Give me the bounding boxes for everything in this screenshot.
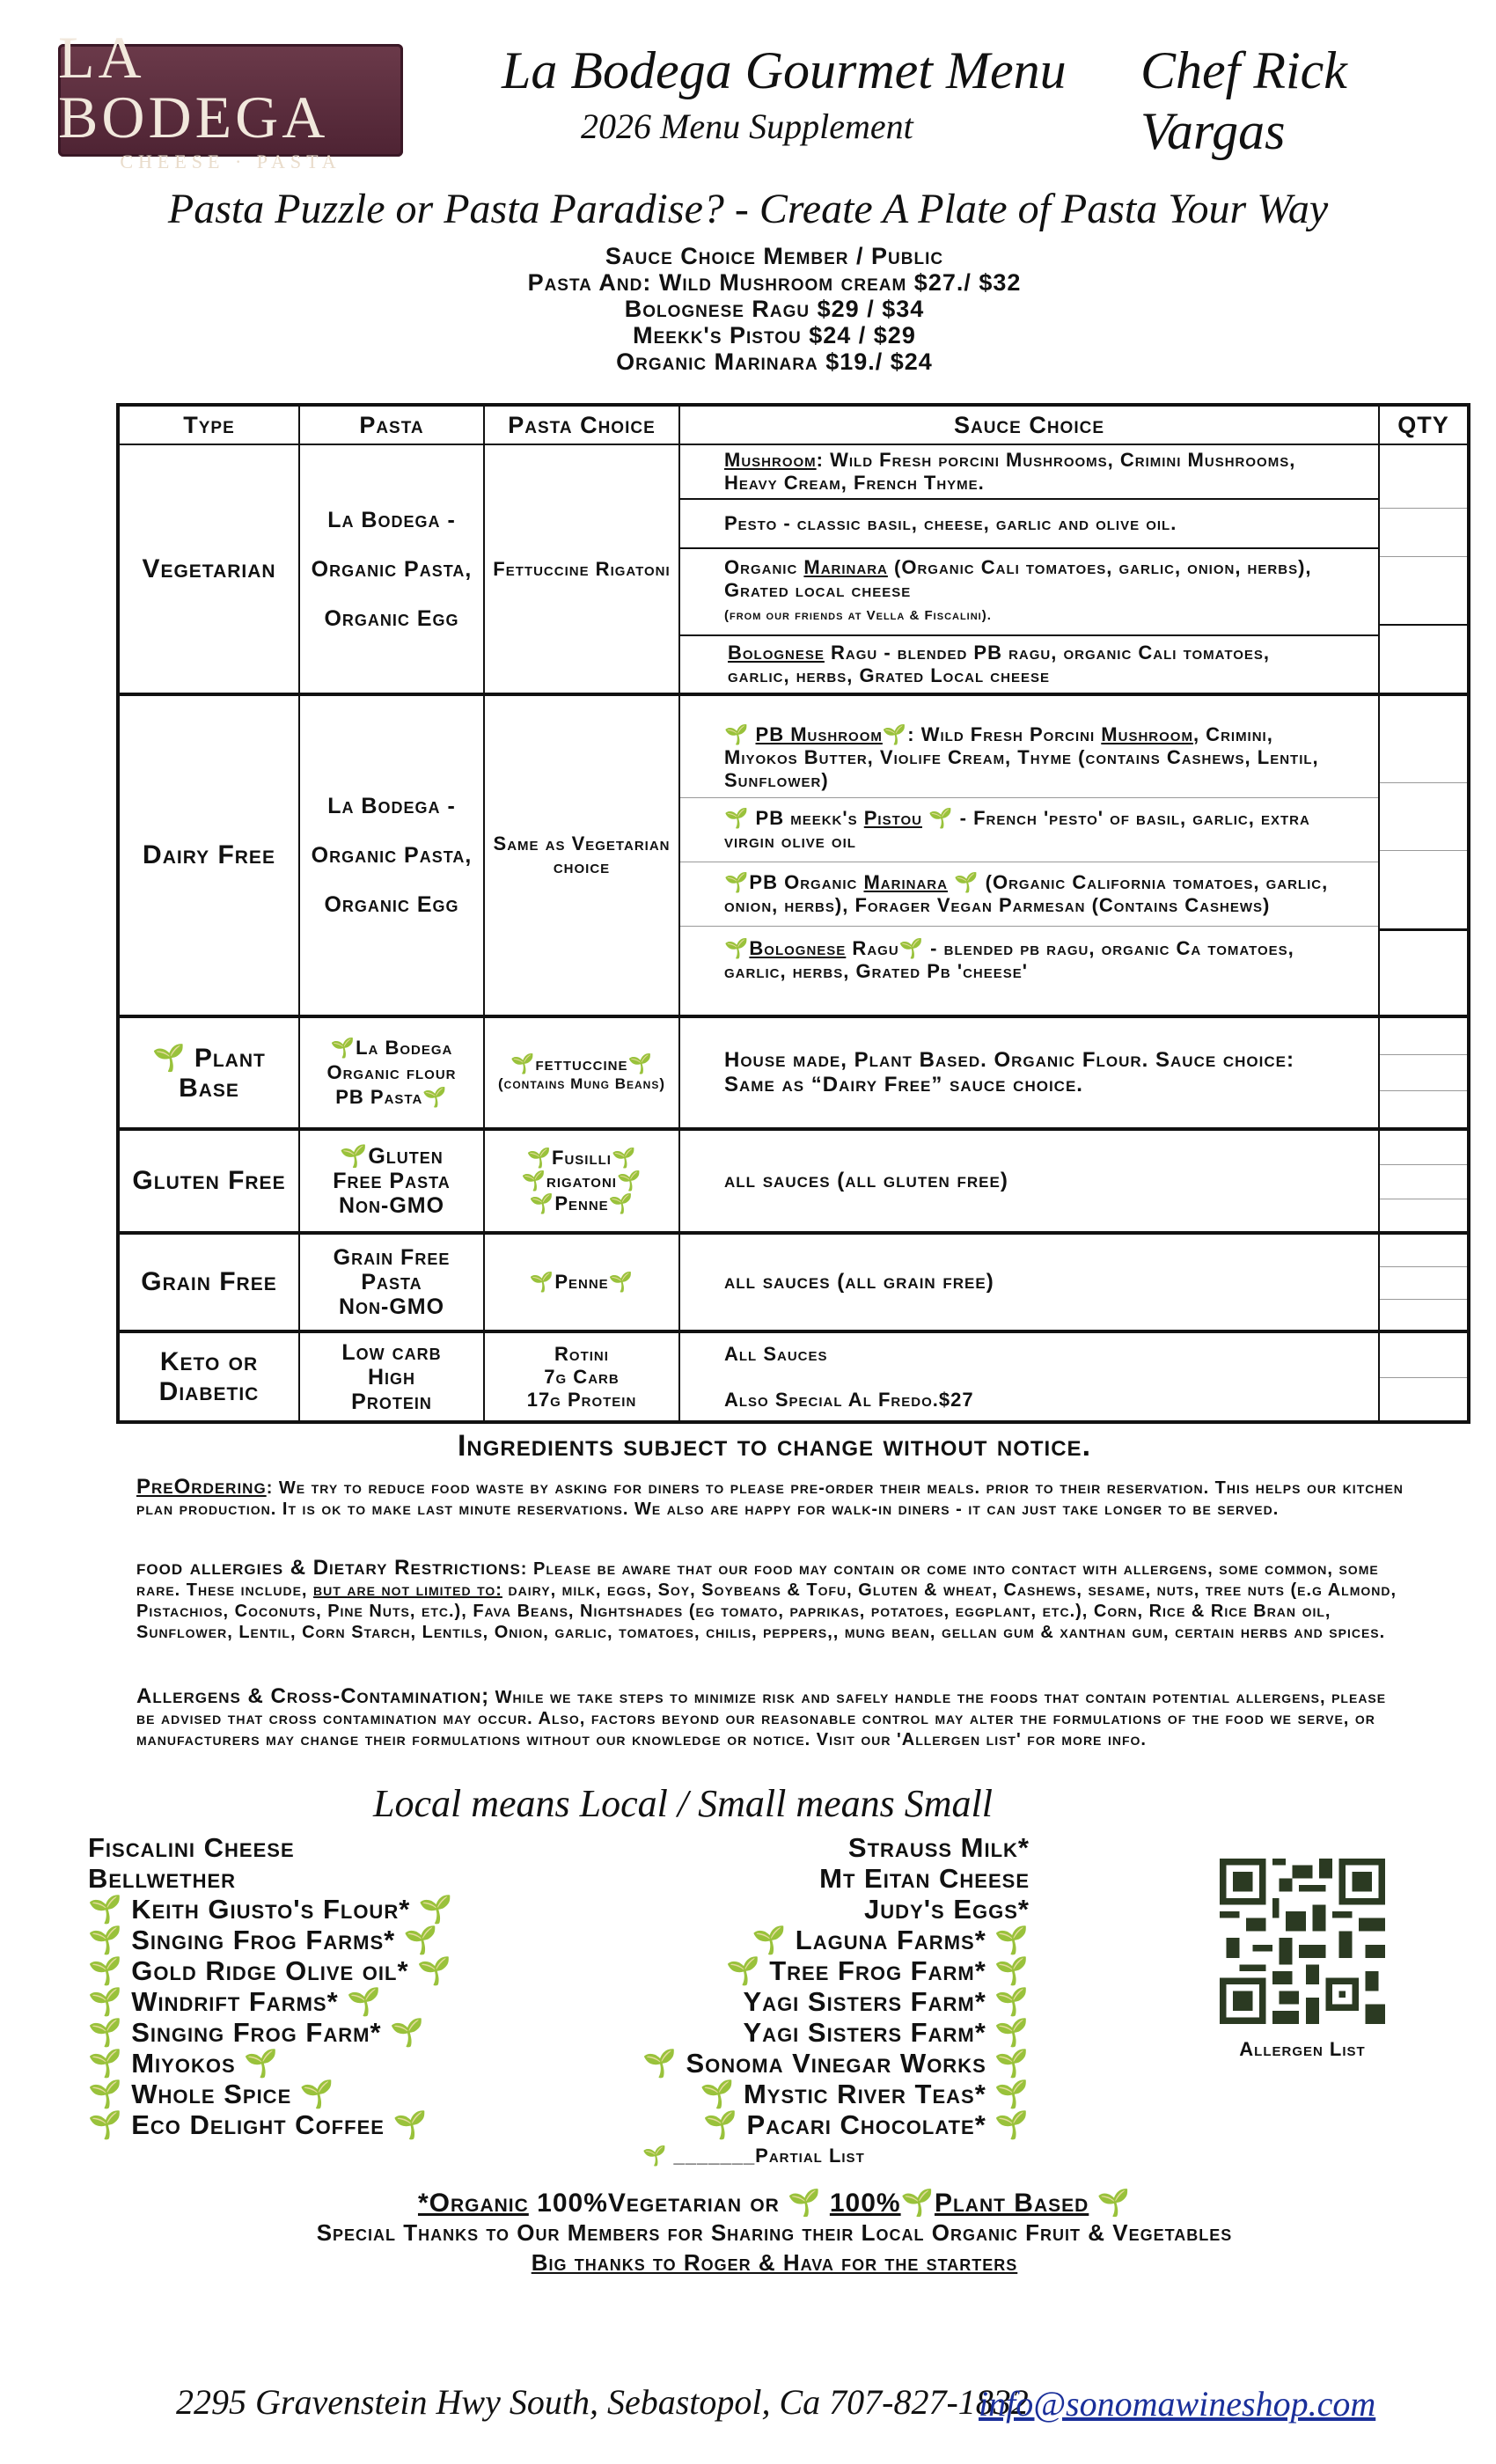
sauce-desc: (Organic California tomatoes, garlic, onion, herbs), Forager Vegan Parmesan (Contains Cashews)	[724, 870, 1329, 916]
pasta-line: Gluten	[368, 1144, 444, 1169]
footer-starters: Big thanks to Roger & Hava for the starters	[531, 2249, 1018, 2276]
pasta-text: Grain Free	[333, 1245, 451, 1270]
sprout-icon: 🌱	[642, 2145, 668, 2167]
pasta-choice-cell: Same as Vegetarian choice	[484, 694, 679, 1016]
sprout-icon: 🌱	[608, 1271, 634, 1293]
type-text: Plant Base	[179, 1043, 266, 1103]
cross-contamination-paragraph	[136, 1686, 1404, 1750]
sprout-icon: 🌱	[994, 2048, 1030, 2079]
pasta-text: Free Pasta	[333, 1169, 451, 1193]
list-item	[88, 2048, 454, 2079]
list-item: Strauss Milk*	[847, 1832, 1030, 1863]
list-item	[563, 1955, 1030, 1986]
partial-text: _______Partial List	[673, 2145, 865, 2167]
vendor-name: Tree Frog Farm*	[769, 1955, 986, 1986]
cross-label: Allergens & Cross-Contamination;	[136, 1684, 490, 1708]
pasta-cell	[299, 444, 484, 694]
vendor-name: Windrift Farms*	[131, 1986, 339, 2017]
price-line: Meekk's Pistou $24 / $29	[633, 322, 916, 348]
sauce-cell	[679, 1331, 1379, 1422]
sauce-name: PB Mushroom	[755, 722, 883, 745]
price-line: Sauce Choice Member / Public	[605, 243, 944, 269]
sauce-desc: (Organic Cali tomatoes, garlic, onion, herbs), Grated local cheese	[724, 556, 1312, 601]
sprout-icon: 🌱	[898, 936, 925, 959]
pasta-text	[305, 1036, 478, 1060]
sprout-icon: 🌱	[954, 870, 979, 893]
sprout-icon: 🌱	[152, 1043, 187, 1073]
sauce-desc: Also Special Al Fredo.$27	[724, 1388, 974, 1411]
col-header-pasta-choice: Pasta Choice	[484, 405, 679, 444]
sauce-cell	[679, 444, 1379, 694]
table-row-gluten-free	[118, 1129, 1469, 1233]
sauce-option	[680, 718, 1378, 798]
sauce-cell: all sauces (all gluten free)	[679, 1129, 1379, 1233]
sprout-icon: 🌱	[417, 1955, 452, 1986]
vendor-name: Singing Frog Farms*	[131, 1925, 396, 1955]
choice-note: (contains Mung Beans)	[498, 1075, 665, 1092]
sprout-icon: 🌱	[390, 2017, 425, 2048]
allergen-list-label: Allergen List	[1239, 2038, 1366, 2060]
sprout-icon: 🌱	[403, 1925, 439, 1955]
sprout-icon: 🌱	[994, 1955, 1030, 1986]
pasta-line: PB Pasta	[335, 1086, 423, 1108]
pasta-line: La Bodega	[356, 1037, 453, 1059]
sprout-icon: 🌱	[900, 2189, 935, 2218]
sprout-icon: 🌱	[526, 1147, 553, 1169]
pasta-text	[305, 1085, 478, 1110]
type-text: Keto or	[159, 1346, 259, 1376]
pasta-choice-cell	[484, 1331, 679, 1422]
qty-cell[interactable]	[1379, 1016, 1469, 1129]
allergies-label: food allergies & Dietary Restrictions	[136, 1556, 521, 1580]
choice-text: 7g Carb	[544, 1365, 620, 1388]
pasta-choice-cell	[484, 1016, 679, 1129]
sauce-option	[680, 500, 1378, 549]
vendor-name: Miyokos	[131, 2048, 236, 2079]
list-item: Judy's Eggs*	[864, 1894, 1030, 1925]
col-header-qty: QTY	[1379, 405, 1469, 444]
sauce-cell: all sauces (all grain free)	[679, 1233, 1379, 1331]
sprout-icon: 🌱	[724, 722, 750, 745]
list-item	[563, 2079, 1030, 2109]
sauce-name: Pistou	[863, 806, 922, 829]
address: 2295 Gravenstein Hwy South, Sebastopol, Ca 707-827-1832	[176, 2382, 1029, 2422]
list-item	[563, 1986, 1030, 2017]
pasta-text: La Bodega -	[327, 507, 456, 532]
vendor-name: Gold Ridge Olive oil*	[131, 1955, 409, 1986]
sauce-desc: : Wild Fresh porcini Mushrooms, Crimini Mushrooms, Heavy Cream, French Thyme.	[724, 449, 1296, 494]
footer-thanks: Special Thanks to Our Members for Sharing their Local Organic Fruit & Vegetables	[316, 2219, 1233, 2246]
choice-line: rigatoni	[546, 1170, 617, 1192]
sprout-icon: 🌱	[700, 2079, 736, 2109]
sauce-desc: Organic	[724, 556, 804, 578]
local-heading: Local means Local / Small means Small	[373, 1782, 993, 1825]
vendor-list-left	[88, 1832, 454, 2140]
sauce-desc: PB Organic	[749, 870, 864, 893]
pasta-text: Organic Egg	[324, 605, 459, 631]
choice-line: fettuccine	[535, 1052, 628, 1074]
sauce-desc: , Crimini, Miyokos Butter, Violife Cream, Thyme (contains Cashews, Lentil, Sunflower)	[724, 722, 1319, 791]
sprout-icon: 🌱	[703, 2109, 738, 2140]
pasta-text: Organic Egg	[324, 892, 459, 917]
pasta-text: Non-GMO	[338, 1193, 445, 1218]
type-cell: Vegetarian	[118, 444, 299, 694]
sprout-icon: 🌱	[994, 2017, 1030, 2048]
allergies-text: dairy, milk, eggs, Soy, Soybeans & Tofu, Gluten & wheat, Cashews, sesame, nuts, tree nuts (e.g Almond, Pistachios, Coconuts, Pine Nuts, etc.), Fava Beans, Nightshades (eg tomato, paprikas, potatoes, eggplant, etc.), Corn, Rice & Rice Bran oil, Sunflower, Lentil, Corn Starch, Lentils, Onion, garlic, tomatoes, chilis, peppers,, mung bean, gellan gum & xanthan gum, certain herbs and spices.	[136, 1580, 1397, 1642]
allergies-text: : Please be aware that our food may contain or come into contact with allergens, some common, some rare. These include,	[136, 1559, 1379, 1600]
pasta-text: La Bodega -	[327, 794, 456, 818]
chef-name: Chef Rick Vargas	[1140, 41, 1347, 160]
list-item: Fiscalini Cheese	[88, 1832, 295, 1863]
sauce-option	[680, 862, 1378, 927]
sprout-icon: 🌱	[299, 2079, 335, 2109]
vendor-name: Yagi Sisters Farm*	[743, 1986, 986, 2017]
list-item	[88, 1955, 454, 1986]
vendor-name: Pacari Chocolate*	[746, 2109, 986, 2140]
col-header-sauce-choice: Sauce Choice	[679, 405, 1379, 444]
choice-line: Fusilli	[552, 1147, 612, 1169]
choice-text	[490, 1170, 673, 1192]
tagline: Pasta Puzzle or Pasta Paradise? - Create A Plate of Pasta Your Way	[167, 186, 1329, 232]
sprout-icon: 🌱	[88, 2109, 123, 2140]
sprout-icon: 🌱	[88, 1955, 123, 1986]
pasta-text: Organic Pasta,	[311, 556, 473, 582]
sauce-option	[680, 798, 1378, 862]
sauce-option	[680, 445, 1378, 500]
sprout-icon: 🌱	[422, 1086, 448, 1108]
choice-text	[490, 1192, 673, 1215]
pasta-text: Pasta	[361, 1270, 422, 1294]
table-row-keto	[118, 1331, 1469, 1422]
menu-table	[116, 403, 1470, 1424]
qty-cell[interactable]	[1379, 1129, 1469, 1233]
table-row-dairy-free	[118, 694, 1469, 1016]
sprout-icon: 🌱	[994, 2109, 1030, 2140]
qty-cell[interactable]	[1379, 694, 1469, 1016]
price-line: Pasta And: Wild Mushroom cream $27./ $32	[527, 269, 1022, 296]
table-row-grain-free	[118, 1233, 1469, 1331]
choice-text: 17g Protein	[526, 1388, 637, 1411]
allergies-text: but are not limited to:	[313, 1580, 502, 1600]
sauce-desc: Ragu	[846, 936, 899, 959]
preordering-text: : We try to reduce food waste by asking for diners to please pre-order their meals. prior to their reservation. This helps our kitchen plan production. It is ok to make last minute reservations. We also are happy for walk-in diners - it can just take longer to be served.	[136, 1478, 1404, 1519]
sauce-desc: - blended pb ragu, organic Ca tomatoes, garlic, herbs, Grated Pb 'cheese'	[724, 936, 1294, 982]
pasta-choice-cell	[484, 1233, 679, 1331]
sauce-option	[680, 549, 1378, 636]
sauce-name: Marinara	[863, 870, 948, 893]
pasta-text: Non-GMO	[338, 1294, 445, 1319]
logo-wordmark: LA BODEGA	[58, 24, 329, 150]
list-item	[563, 1925, 1030, 1955]
pasta-cell	[299, 1233, 484, 1331]
menu-subtitle: 2026 Menu Supplement	[581, 106, 913, 146]
vendor-list-right	[563, 1832, 1030, 2171]
organic-legend: *Organic	[417, 2189, 529, 2218]
pasta-text: Low carb	[341, 1339, 442, 1365]
sprout-icon: 🌱	[611, 1147, 637, 1169]
sprout-icon: 🌱	[1096, 2189, 1132, 2218]
sprout-icon: 🌱	[627, 1052, 653, 1074]
vegetarian-legend: 100%Vegetarian or	[528, 2189, 788, 2218]
sprout-icon: 🌱	[330, 1037, 356, 1059]
choice-text	[490, 1147, 673, 1170]
list-item	[88, 1925, 454, 1955]
table-header-row	[118, 405, 1469, 444]
sprout-icon: 🌱	[994, 1925, 1030, 1955]
sauce-name: Marinara	[803, 556, 888, 578]
list-item	[563, 2048, 1030, 2079]
sprout-icon: 🌱	[752, 1925, 788, 1955]
pasta-cell	[299, 1016, 484, 1129]
partial-list-note	[563, 2140, 1030, 2171]
pasta-choice-cell	[484, 1129, 679, 1233]
price-list	[0, 243, 1496, 375]
sprout-icon: 🌱	[642, 2048, 678, 2079]
pasta-choice-cell: Fettuccine Rigatoni	[484, 444, 679, 694]
sprout-icon: 🌱	[347, 1986, 382, 2017]
list-item	[88, 2109, 454, 2140]
sprout-icon: 🌱	[608, 1192, 634, 1214]
allergies-paragraph	[136, 1558, 1404, 1643]
pasta-cell	[299, 1129, 484, 1233]
cross-text: While we take steps to minimize risk and safely handle the foods that contain potential allergens, please be advised that cross contamination may occur. Also, factors beyond our reasonable control may alter the formulations of the food we serve, or manufacturers may change their formulations without our knowledge or notice. Visit our 'Allergen list' for more info.	[136, 1688, 1387, 1749]
sprout-icon: 🌱	[616, 1170, 642, 1192]
sauce-desc: Ragu - blended PB ragu, organic Cali tomatoes, garlic, herbs, Grated Local cheese	[728, 642, 1271, 686]
sauce-desc: : Wild Fresh Porcini	[907, 722, 1102, 745]
sauce-option	[680, 927, 1378, 994]
qty-cell[interactable]	[1379, 1331, 1469, 1422]
list-item	[88, 2079, 454, 2109]
preordering-label: PreOrdering	[136, 1475, 267, 1499]
menu-title: La Bodega Gourmet Menu	[502, 41, 1067, 99]
sprout-icon: 🌱	[994, 1986, 1030, 2017]
sprout-icon: 🌱	[88, 1894, 123, 1925]
type-cell: Grain Free	[118, 1233, 299, 1331]
list-item: Bellwether	[88, 1863, 237, 1894]
sprout-icon: 🌱	[928, 806, 954, 829]
sauce-cell	[679, 694, 1379, 1016]
choice-line: Penne	[554, 1192, 609, 1214]
vendor-name: Whole Spice	[131, 2079, 292, 2109]
pasta-text: Organic Pasta,	[311, 843, 473, 868]
table-row-vegetarian	[118, 444, 1469, 694]
col-header-type: Type	[118, 405, 299, 444]
list-item	[88, 1894, 454, 1925]
sauce-option	[680, 636, 1378, 693]
sprout-icon: 🌱	[724, 806, 750, 829]
sprout-icon: 🌱	[724, 870, 750, 893]
sauce-desc: PB meekk's	[755, 806, 864, 829]
choice-text	[490, 1052, 673, 1075]
email-link[interactable]: info@sonomawineshop.com	[979, 2384, 1376, 2424]
sauce-name: Mushroom	[1101, 722, 1193, 745]
sauce-desc: All Sauces	[724, 1342, 828, 1365]
sprout-icon: 🌱	[88, 1925, 123, 1955]
type-cell: Gluten Free	[118, 1129, 299, 1233]
logo-tagline: CHEESE · PASTA	[120, 150, 341, 172]
plant-based-legend: Plant Based	[934, 2189, 1089, 2218]
col-header-pasta: Pasta	[299, 405, 484, 444]
price-line: Bolognese Ragu $29 / $34	[624, 296, 925, 322]
choice-line: Penne	[554, 1271, 609, 1293]
type-cell	[118, 1016, 299, 1129]
type-cell	[118, 1331, 299, 1422]
sprout-icon: 🌱	[529, 1192, 555, 1214]
preordering-paragraph	[136, 1477, 1404, 1520]
vendor-name: Singing Frog Farm*	[131, 2017, 382, 2048]
sprout-icon: 🌱	[725, 1955, 761, 1986]
sauce-note: (from our friends at Vella & Fiscalini).	[724, 608, 992, 623]
sprout-icon: 🌱	[994, 2079, 1030, 2109]
sprout-icon: 🌱	[340, 1144, 369, 1169]
sprout-icon: 🌱	[88, 2017, 123, 2048]
list-item	[563, 2017, 1030, 2048]
qty-cell[interactable]	[1379, 1233, 1469, 1331]
vendor-name: Laguna Farms*	[795, 1925, 986, 1955]
qty-cell[interactable]	[1379, 444, 1469, 694]
pasta-cell	[299, 1331, 484, 1422]
vendor-name: Keith Giusto's Flour*	[131, 1894, 411, 1925]
sprout-icon: 🌱	[510, 1052, 536, 1074]
sauce-name: Bolognese	[728, 642, 825, 664]
sprout-icon: 🌱	[392, 2109, 429, 2140]
price-line: Organic Marinara $19./ $24	[616, 348, 933, 375]
ingredients-notice: Ingredients subject to change without notice.	[457, 1429, 1092, 1463]
table-row-plant-base	[118, 1016, 1469, 1129]
sprout-icon: 🌱	[724, 936, 750, 959]
list-item	[88, 1986, 454, 2017]
sauce-cell: House made, Plant Based. Organic Flour. Sauce choice: Same as “Dairy Free” sauce choice.	[679, 1016, 1379, 1129]
plant-based-legend: 100%	[829, 2189, 901, 2218]
list-item	[563, 2109, 1030, 2140]
pasta-text	[305, 1144, 478, 1169]
sprout-icon: 🌱	[88, 2048, 123, 2079]
sprout-icon: 🌱	[788, 2189, 822, 2218]
list-item	[88, 2017, 454, 2048]
vendor-name: Yagi Sisters Farm*	[743, 2017, 986, 2048]
type-text: Diabetic	[158, 1376, 260, 1406]
sauce-desc: Pesto - classic basil, cheese, garlic and olive oil.	[724, 512, 1177, 534]
vendor-name: Sonoma Vinegar Works	[686, 2048, 986, 2079]
la-bodega-logo	[58, 24, 403, 172]
sprout-icon: 🌱	[88, 1986, 123, 2017]
sprout-icon: 🌱	[418, 1894, 454, 1925]
sprout-icon: 🌱	[882, 722, 908, 745]
vendor-name: Eco Delight Coffee	[131, 2109, 385, 2140]
sauce-name: Mushroom	[724, 449, 817, 471]
allergen-qr-code[interactable]	[1220, 1859, 1385, 2024]
pasta-text: Protein	[351, 1389, 432, 1414]
sprout-icon: 🌱	[88, 2079, 123, 2109]
sprout-icon: 🌱	[529, 1271, 555, 1293]
list-item: Mt Eitan Cheese	[819, 1863, 1030, 1894]
type-cell: Dairy Free	[118, 694, 299, 1016]
sprout-icon: 🌱	[244, 2048, 279, 2079]
sauce-desc: - French 'pesto' of basil, garlic, extra virgin olive oil	[724, 806, 1310, 852]
footer-legend	[0, 2188, 1496, 2218]
choice-text: Rotini	[554, 1342, 609, 1365]
sauce-name: Bolognese	[749, 936, 847, 959]
vendor-name: Mystic River Teas*	[743, 2079, 986, 2109]
pasta-cell	[299, 694, 484, 1016]
pasta-text: High	[367, 1364, 416, 1390]
sprout-icon: 🌱	[521, 1170, 547, 1192]
pasta-text: Organic flour	[326, 1061, 457, 1083]
